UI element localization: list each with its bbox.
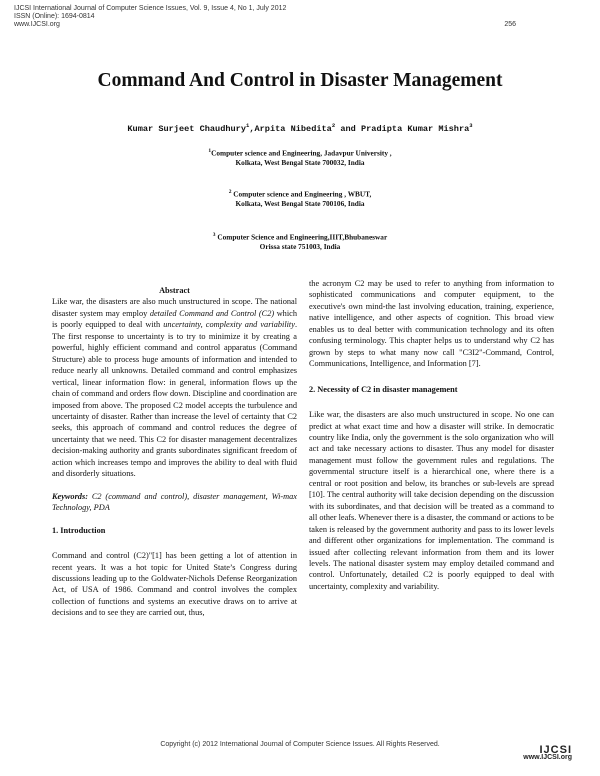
keywords — [52, 491, 297, 514]
right-column — [309, 278, 554, 592]
affiliation-mark: 1 — [208, 148, 212, 154]
introduction-continued-text: the acronym C2 may be used to refer to anything from information to sophisticated communications and computer equipment, to the executive's own mind-the last involving education, training, experience, native intelligence, and other aspects of cognition. This broad view enables us to deal better with communication technology and its often confusing terminology. This chapter helps us to understand why C2 has grown by steps to what many now call "C3I2"-Command, Control, Communications, Intelligence, and Information [7]. — [309, 279, 554, 369]
page-number: 256 — [504, 21, 516, 28]
introduction-text: Command and control (C2)"[1] has been getting a lot of attention in recent years. It was a hot topic for United State’s Congress during discussions leading up to the Goldwater-Nichols Defense Reorganization Act, of USA of 1986. Command and control involves the complex collection of functions and systems an executive draws on to arrive at decisions and to see they are carried out, thus, — [52, 551, 297, 618]
affiliation-line: Computer Science and Engineering,IIIT,Bhubaneswar — [215, 232, 388, 242]
section-heading-introduction: 1. Introduction — [52, 525, 106, 535]
necessity-text: Like war, the disasters are also much unstructured in scope. No one can predict at what exact time and how a disaster will strike. In democratic country like India, only the government is the solo organization who will act and take necessary actions to disaster. Thus any model for disaster management must follow the government rules and regulations. The governmental structure itself is a hierarchical one, where there is a central or root position and below, its branches or sub-levels are spread [10]. The central authority will take decision depending on the discussion with its subordinates, and that decision will be treated as a command to all other leafs. Whenever there is a disaster, the command or actions to be taken is released by the government authority and pass to its lower levels and different other organizations for implementation. The command is issued after collecting relevant information from them and its lower levels. The national disaster system may employ detailed command and control. Unfortunately, detailed C2 is poorly equipped to deal with uncertainty, complexity and variability. — [309, 410, 554, 591]
author-line — [0, 122, 600, 134]
author-mark: 2 — [331, 122, 336, 129]
affiliation-line: Computer science and Engineering, Jadavpur University , — [211, 148, 392, 158]
author-name: Arpita Nibedita — [254, 123, 332, 134]
abstract-text: Like war, the disasters are also much unstructured in scope. The national disaster system may employ detailed Command and Control (C2) which is poorly equipped to deal with uncertainty, complexity and variability. The first response to uncertainty is to try to minimize it by creating a powerful, highly efficient command and control apparatus (Command Structure) able to process huge amounts of information and intended to reduce nearly all unknowns. Detailed command and control emphasizes vertical, linear information flow: in general, information flows up the chain of command and orders flow down. Discipline and coordination are imposed from above. The proposed C2 model accepts the turbulence and uncertainty of disaster. Rather than increase the level of certainty that C2 seeks, this approach of command and control reduces the degree of uncertainty that we need. This C2 for disaster management decentralizes decision-making authority and grants subordinates significant freedom of action which increases tempo and improves the ability to deal with fluid and disorderly situations. — [52, 297, 298, 479]
journal-line: IJCSI International Journal of Computer Science Issues, Vol. 9, Issue 4, No 1, July 2012 — [14, 5, 287, 12]
author-separator: , — [249, 123, 255, 134]
affiliation-line: Kolkata, West Bengal State 700032, India — [235, 158, 365, 168]
logo-text: IJCSI — [539, 744, 572, 756]
author-mark: 1 — [246, 122, 250, 129]
affiliation-mark: 3 — [212, 232, 216, 238]
affiliation-line: Orissa state 751003, India — [259, 242, 341, 252]
ijcsi-logo — [518, 744, 572, 761]
affiliation-line: Computer science and Engineering , WBUT, — [231, 189, 372, 199]
abstract-heading: Abstract — [159, 286, 190, 295]
left-column — [52, 285, 297, 619]
author-name: Kumar Surjeet Chaudhury — [127, 123, 246, 134]
author-mark: 3 — [469, 122, 473, 129]
affiliation — [0, 146, 600, 168]
affiliation-mark: 2 — [228, 189, 232, 195]
keywords-label: Keywords: — [52, 491, 88, 501]
journal-url[interactable]: www.IJCSI.org — [14, 21, 60, 28]
affiliation — [0, 187, 600, 209]
keywords-text: C2 (command and control), disaster management, Wi-max Technology, PDA — [52, 491, 297, 513]
copyright-footer: Copyright (c) 2012 International Journal of Computer Science Issues. All Rights Reserved. — [160, 741, 440, 748]
affiliation — [0, 230, 600, 252]
running-header — [14, 5, 286, 29]
section-heading-necessity: 2. Necessity of C2 in disaster management — [309, 384, 458, 394]
paper-title: Command And Control in Disaster Management — [97, 70, 503, 91]
logo-url[interactable]: www.IJCSI.org — [523, 754, 572, 761]
author-separator: and — [340, 123, 356, 134]
issn-line: ISSN (Online): 1694-0814 — [14, 13, 95, 20]
author-name: Pradipta Kumar Mishra — [360, 123, 470, 134]
affiliation-line: Kolkata, West Bengal State 700106, India — [235, 199, 365, 209]
